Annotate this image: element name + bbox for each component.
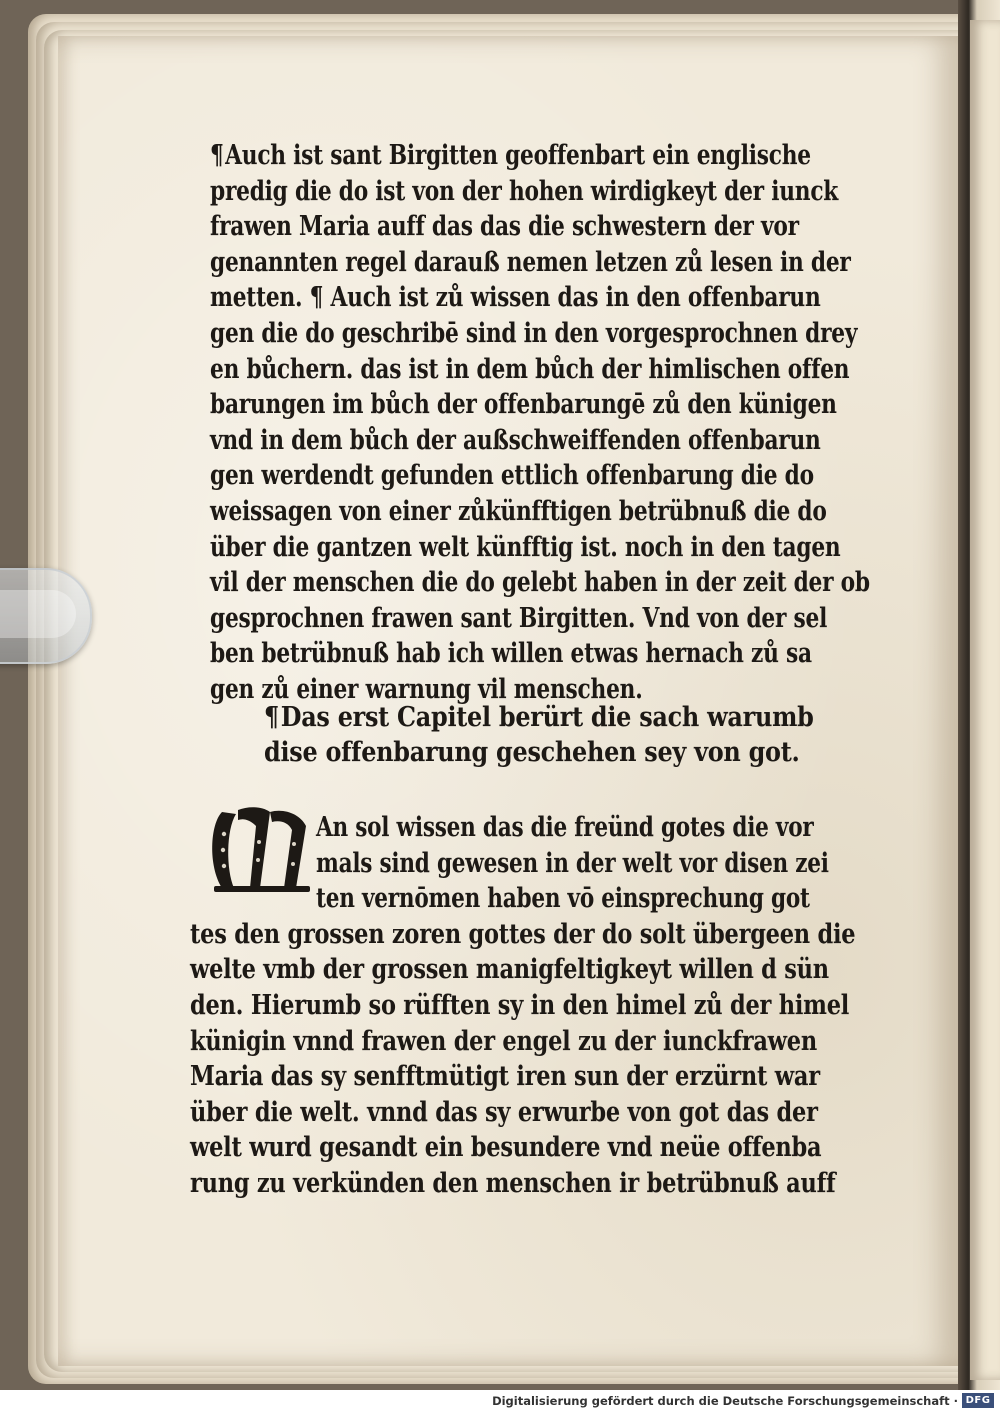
line-text: Maria das sy senfftmütigt iren sun der erzürnt war — [190, 1060, 820, 1093]
text-line — [210, 245, 870, 281]
text-line — [190, 1130, 855, 1166]
text-line — [264, 700, 814, 735]
text-line — [217, 846, 855, 882]
line-text: welt wurd gesandt ein besundere vnd neüe offenba — [190, 1131, 822, 1164]
text-line — [190, 917, 855, 953]
text-line — [210, 601, 870, 637]
line-text: ben betrübnuß hab ich willen etwas hernach zů sa — [210, 637, 812, 670]
line-text: vnd in dem bůch der außschweiffenden offenbarun — [210, 423, 821, 456]
line-text: Das erst Capitel berürt die sach warumb — [280, 702, 814, 733]
dfg-logo: DFG — [962, 1393, 994, 1408]
chapter-heading — [264, 700, 885, 770]
text-line — [190, 1024, 855, 1060]
line-text: tes den grossen zoren gottes der do solt übergeen die — [190, 917, 856, 950]
footer-bar — [0, 1390, 1000, 1413]
paragraph-2 — [190, 810, 1000, 1202]
text-line — [210, 138, 870, 174]
text-line — [210, 565, 870, 601]
line-text: gen die do geschribē sind in den vorgesprochnen drey — [210, 316, 858, 349]
text-line — [217, 881, 855, 917]
text-line — [210, 209, 870, 245]
line-text: genannten regel darauß nemen letzen zů lesen in der — [210, 245, 851, 278]
text-line — [210, 636, 870, 672]
text-line — [210, 423, 870, 459]
line-text: über die gantzen welt künfftig ist. noch in den tagen — [210, 530, 841, 563]
text-line — [210, 352, 870, 388]
pilcrow-mark: ¶ — [264, 702, 279, 733]
line-text: barungen im bůch der offenbarungē zů den künigen — [210, 388, 837, 421]
text-line — [190, 1166, 855, 1202]
line-text: en bůchern. das ist in dem bůch der himlischen offen — [210, 352, 850, 385]
funding-notice: Digitalisierung gefördert durch die Deutsche Forschungsgemeinschaft · — [492, 1394, 958, 1408]
page-clip-highlight — [0, 590, 76, 638]
line-text: Auch ist sant Birgitten geoffenbart ein englische — [225, 139, 811, 171]
text-line — [190, 952, 855, 988]
line-text: welte vmb der grossen manigfeltigkeyt willen d sün — [190, 953, 829, 986]
line-text: gen werdendt gefunden ettlich offenbarung die do — [210, 459, 814, 492]
line-text: gen zů einer warnung vil menschen. — [210, 672, 643, 705]
pilcrow-mark: ¶ — [210, 139, 224, 171]
text-line — [210, 458, 870, 494]
line-text: künigin vnnd frawen der engel zu der iunckfrawen — [190, 1024, 817, 1057]
text-line — [210, 280, 870, 316]
line-text: weissagen von einer zůkünfftigen betrübnuß die do — [210, 494, 827, 527]
text-line — [210, 316, 870, 352]
text-line — [190, 1059, 855, 1095]
text-line — [210, 494, 870, 530]
text-line — [264, 735, 814, 770]
text-line — [210, 174, 870, 210]
text-line — [210, 387, 870, 423]
line-text: vil der menschen die do gelebt haben in der zeit der ob — [210, 566, 870, 599]
paragraph-1 — [210, 138, 1000, 708]
line-text: dise offenbarung geschehen sey von got. — [264, 737, 800, 768]
line-text: gesprochnen frawen sant Birgitten. Vnd von der sel — [210, 601, 828, 634]
line-text: mals sind gewesen in der welt vor disen zei — [316, 846, 829, 879]
text-line — [190, 988, 855, 1024]
text-line — [217, 810, 855, 846]
text-line — [190, 1095, 855, 1131]
line-text: den. Hierumb so rüfften sy in den himel zů der himel — [190, 988, 850, 1021]
line-text: rung zu verkünden den menschen ir betrübnuß auff — [190, 1166, 836, 1199]
line-text: ten vernōmen haben vō einsprechung got — [316, 882, 810, 915]
text-line — [210, 530, 870, 566]
line-text: predig die do ist von der hohen wirdigkeyt der iunck — [210, 174, 839, 207]
line-text: An sol wissen das die freünd gotes die vor — [316, 811, 814, 843]
line-text: metten. ¶ Auch ist zů wissen das in den offenbarun — [210, 281, 821, 314]
line-text: über die welt. vnnd das sy erwurbe von got das der — [190, 1095, 818, 1128]
line-text: frawen Maria auff das das die schwestern der vor — [210, 210, 799, 243]
